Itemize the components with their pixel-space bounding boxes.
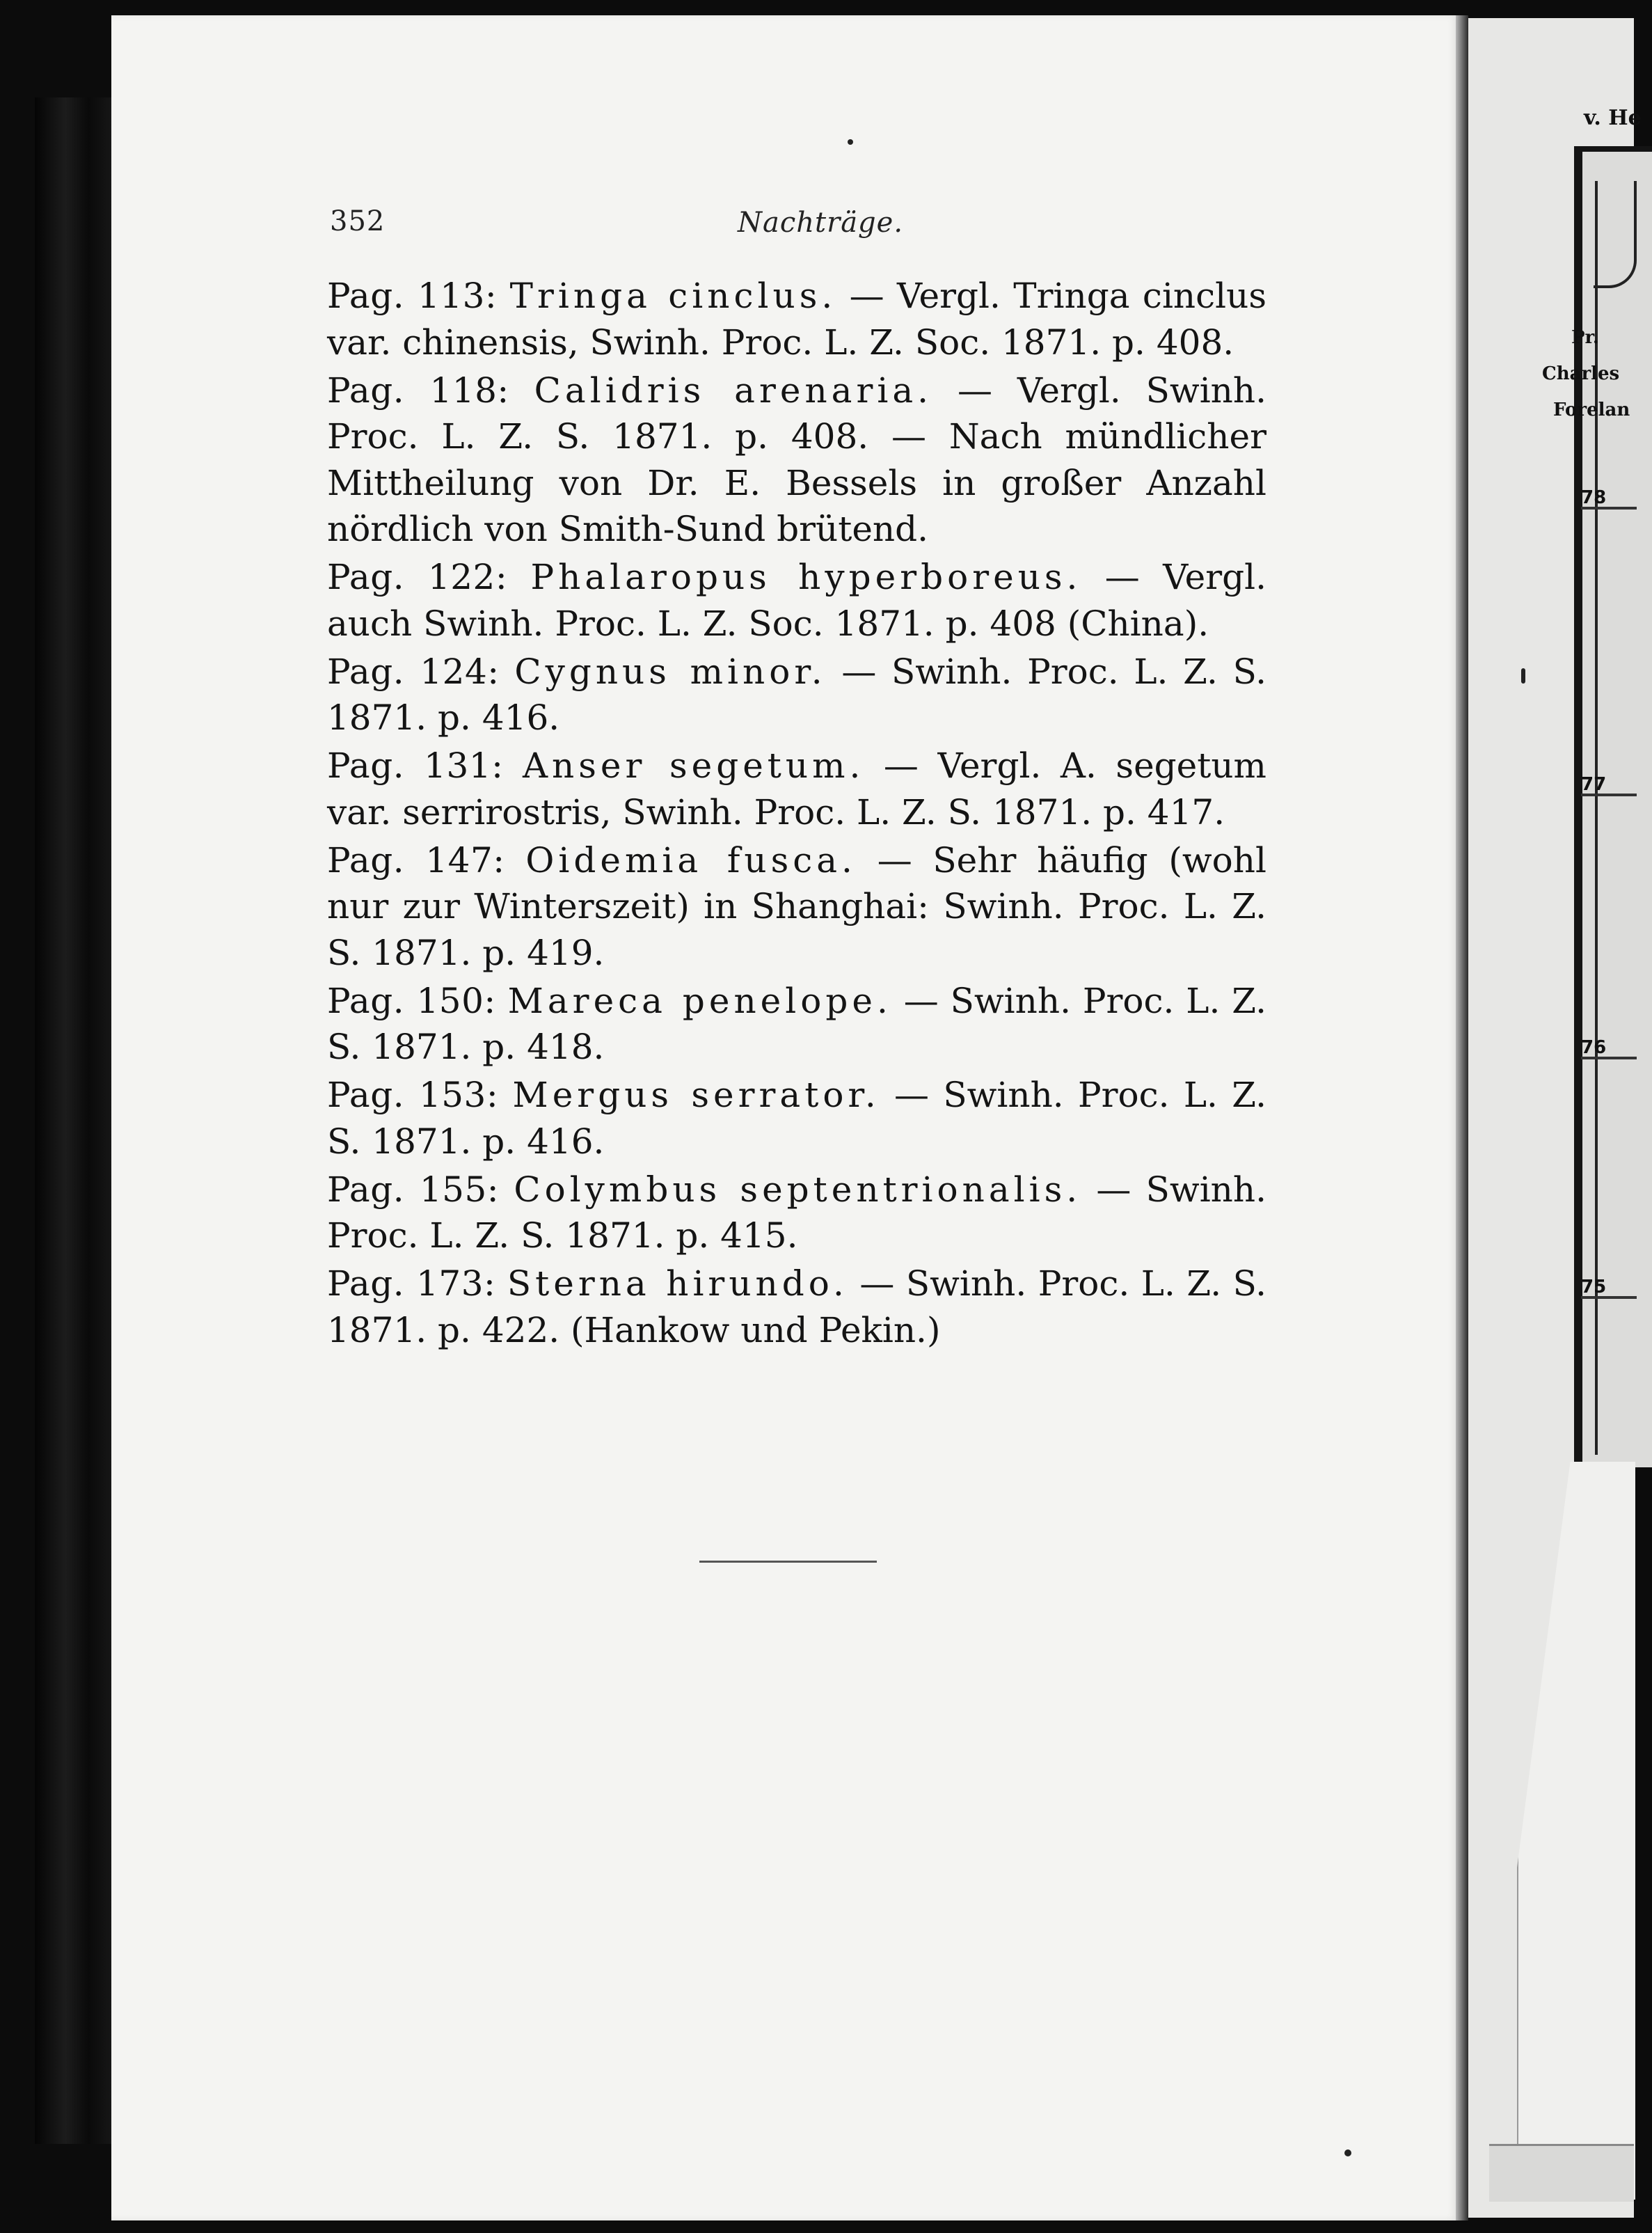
species-name: Anser segetum.: [522, 745, 865, 786]
species-name: Tringa cinclus.: [509, 276, 837, 316]
addendum-entry: [327, 978, 1266, 1071]
entry-text: — Vergl. Swinh. Proc. L. Z. S. 1871. p. 408. — Nach mündlicher Mittheilung von Dr. E. Bessels in großer Anzahl nördlich von Smith-Sund brütend.: [327, 370, 1266, 549]
map-bottom-tab: [1489, 2144, 1634, 2202]
latitude-label-76: 76: [1581, 1037, 1607, 1058]
entry-text: — Sehr häufig (wohl nur zur Winterszeit) in Shanghai: Swinh. Proc. L. Z. S. 1871. p. 419.: [327, 839, 1266, 973]
species-name: Cygnus minor.: [514, 651, 827, 692]
page-edge-shadow: [1456, 15, 1468, 2220]
entry-text: — Swinh. Proc. L. Z. S. 1871. p. 418.: [327, 980, 1266, 1067]
addendum-entry: [327, 649, 1266, 741]
species-name: Mareca penelope.: [507, 980, 892, 1021]
addendum-entry: [327, 368, 1266, 553]
latitude-label-75: 75: [1581, 1277, 1607, 1297]
page-reference: Pag. 118:: [327, 370, 509, 411]
page-reference: Pag. 124:: [327, 651, 500, 692]
end-rule: [699, 1561, 877, 1563]
map-title-fragment: v. He: [1584, 106, 1642, 130]
map-coastline: [1594, 181, 1637, 288]
book-spine: [35, 97, 111, 2144]
addendum-entry: [327, 554, 1266, 647]
addendum-entry: [327, 1261, 1266, 1353]
map-label-pr: Pr.: [1571, 327, 1599, 348]
page-reference: Pag. 147:: [327, 839, 505, 881]
page-reference: Pag. 155:: [327, 1169, 500, 1210]
entry-text: — Swinh. Proc. L. Z. S. 1871. p. 422. (Hankow und Pekin.): [327, 1263, 1266, 1350]
addendum-entry: [327, 1167, 1266, 1259]
latitude-label-77: 77: [1581, 774, 1607, 795]
species-name: Sterna hirundo.: [507, 1263, 848, 1304]
page-reference: Pag. 131:: [327, 745, 504, 786]
page-reference: Pag. 153:: [327, 1075, 499, 1115]
entry-text: — Swinh. Proc. L. Z. S. 1871. p. 416.: [327, 1075, 1266, 1162]
page-reference: Pag. 173:: [327, 1263, 496, 1304]
species-name: Colymbus septentrionalis.: [514, 1169, 1082, 1210]
entry-text: — Vergl. Tringa cinclus var. chinensis, Swinh. Proc. L. Z. Soc. 1871. p. 408.: [327, 276, 1266, 363]
page-number: 352: [330, 205, 386, 237]
page-reference: Pag. 122:: [327, 557, 508, 597]
entry-text: — Vergl. auch Swinh. Proc. L. Z. Soc. 1871. p. 408 (China).: [327, 557, 1266, 644]
running-head-title: Nachträge.: [738, 207, 904, 239]
entry-text: — Swinh. Proc. L. Z. S. 1871. p. 416.: [327, 651, 1266, 738]
addendum-entry: [327, 273, 1266, 365]
entry-text: — Vergl. A. segetum var. serrirostris, Swinh. Proc. L. Z. S. 1871. p. 417.: [327, 745, 1266, 833]
addendum-entry: [327, 837, 1266, 977]
map-label-forelan: Forelan: [1553, 400, 1630, 420]
print-speck: [1344, 2149, 1351, 2156]
running-head: [330, 205, 1266, 247]
page-reference: Pag. 150:: [327, 980, 496, 1021]
print-speck: [1521, 668, 1525, 684]
addenda-list: [327, 273, 1266, 1355]
species-name: Phalaropus hyperboreus.: [530, 557, 1082, 597]
latitude-label-78: 78: [1581, 487, 1607, 508]
addendum-entry: [327, 1072, 1266, 1165]
print-speck: [848, 139, 853, 145]
species-name: Oidemia fusca.: [525, 839, 857, 881]
map-label-charles: Charles: [1542, 363, 1620, 384]
species-name: Mergus serrator.: [512, 1075, 880, 1115]
entry-text: — Swinh. Proc. L. Z. S. 1871. p. 415.: [327, 1169, 1266, 1256]
addendum-entry: [327, 743, 1266, 835]
species-name: Calidris arenaria.: [534, 370, 933, 411]
page-reference: Pag. 113:: [327, 276, 498, 316]
